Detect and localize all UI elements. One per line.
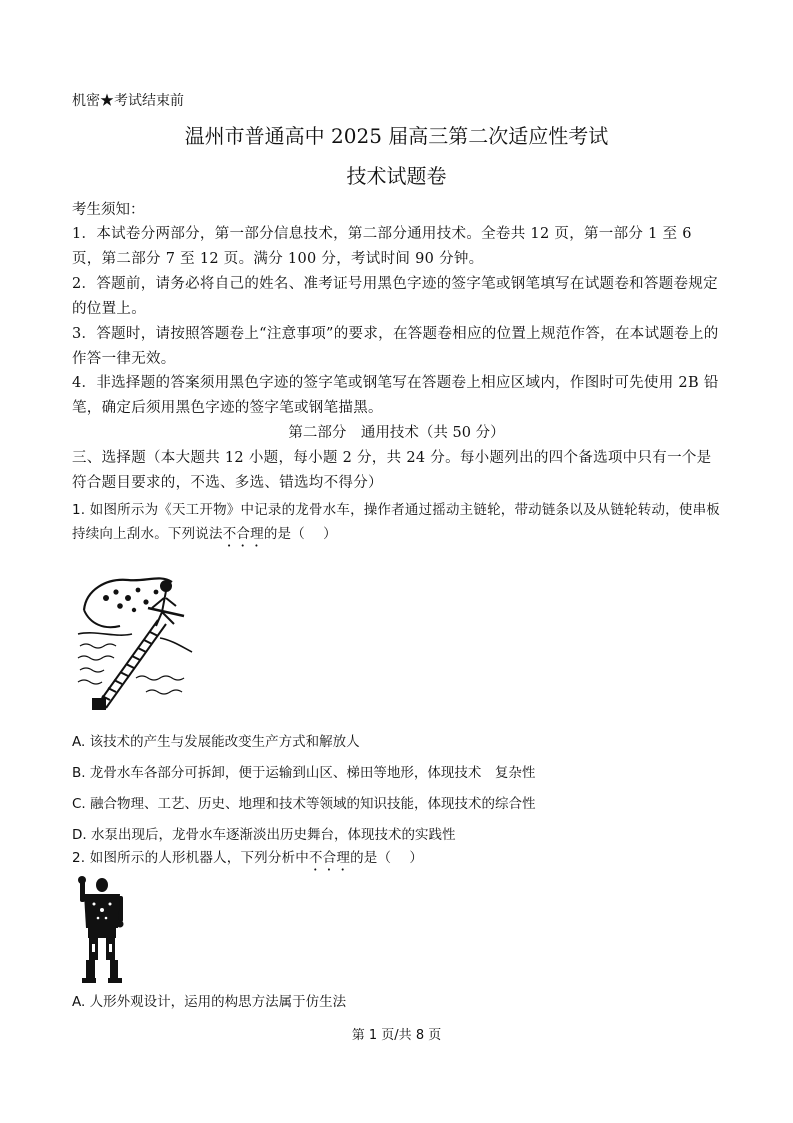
question-1-option-a: A. 该技术的产生与发展能改变生产方式和解放人 (72, 734, 360, 750)
question-2-stem-before: 2. 如图所示的人形机器人，下列分析中 (72, 850, 309, 866)
note-item-4: 4．非选择题的答案须用黑色字迹的签字笔或钢笔写在答题卷上相应区域内，作图时可先使用 2B 铅笔，确定后须用黑色字迹的签字笔或钢笔描黑。 (72, 375, 719, 416)
page-footer: 第 1 页/共 8 页 (351, 1028, 442, 1043)
water-wheel-figure (76, 568, 194, 712)
humanoid-robot-figure (72, 876, 132, 984)
question-2-stem (72, 846, 724, 874)
notes-heading: 考生须知： (72, 202, 145, 218)
question-2-emphasis: 不合理 (308, 850, 351, 866)
confidential-label: 机密★考试结束前 (72, 93, 184, 109)
exam-title: 温州市普通高中 2025 届高三第二次适应性考试 (184, 124, 609, 148)
question-1-option-b: B. 龙骨水车各部分可拆卸，便于运输到山区、梯田等地形，体现技术 复杂性 (72, 765, 536, 781)
question-1-stem (72, 498, 724, 550)
section-heading: 三、选择题（本大题共 12 小题，每小题 2 分，共 24 分。每小题列出的四个备选项中只有一个是符合题目要求的，不选、多选、错选均不得分） (72, 450, 712, 491)
question-1-stem-before: 1. 如图所示为《天工开物》中记录的龙骨水车，操作者通过摇动主链轮，带动链条以及从链轮转动，使串板持续向上刮水。下列说法 (72, 502, 720, 542)
question-1-option-d: D. 水泵出现后，龙骨水车逐渐淡出历史舞台，体现技术的实践性 (72, 827, 456, 843)
question-1-stem-after: 的是（ ） (263, 526, 337, 542)
note-item-1: 1．本试卷分两部分，第一部分信息技术，第二部分通用技术。全卷共 12 页，第一部分 1 至 6 页，第二部分 7 至 12 页。满分 100 分，考试时间 90 分钟。 (72, 226, 692, 267)
note-item-2: 2．答题前，请务必将自己的姓名、准考证号用黑色字迹的签字笔或钢笔填写在试题卷和答题卷规定的位置上。 (72, 276, 718, 317)
question-2-stem-after: 的是（ ） (350, 850, 424, 866)
question-2-option-a: A. 人形外观设计，运用的构思方法属于仿生法 (72, 994, 347, 1010)
question-1-option-c: C. 融合物理、工艺、历史、地理和技术等领域的知识技能，体现技术的综合性 (72, 796, 536, 812)
note-item-3: 3．答题时，请按照答题卷上“注意事项”的要求，在答题卷相应的位置上规范作答，在本试题卷上的作答一律无效。 (72, 326, 719, 367)
part-heading: 第二部分 通用技术（共 50 分） (288, 425, 505, 441)
exam-subtitle: 技术试题卷 (346, 164, 447, 188)
question-1-emphasis: 不合理 (222, 526, 264, 542)
